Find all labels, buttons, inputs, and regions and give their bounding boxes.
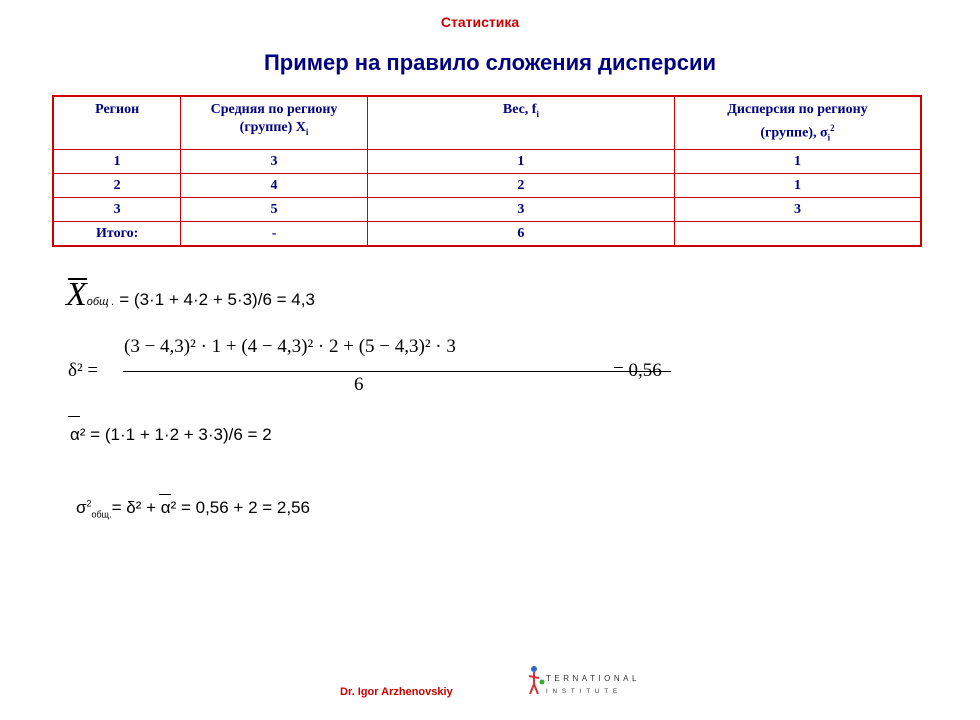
table-cell xyxy=(675,222,922,247)
header-variance: Дисперсия по региону (группе), $\sigma_i^2$ xyxy=(675,96,922,150)
delta-lhs: δ² = xyxy=(68,360,99,381)
logo-text-line2: INSTITUTE xyxy=(546,689,622,695)
delta-numerator: (3 − 4,3)² · 1 + (4 − 4,3)² · 2 + (5 − 4,3)² · 3 xyxy=(124,336,456,357)
alpha-bar-symbol: α xyxy=(160,498,171,517)
fraction-bar xyxy=(123,371,671,372)
table-cell: 5 xyxy=(181,198,368,222)
delta-denominator: 6 xyxy=(354,374,364,395)
slide-title: Пример на правило сложения дисперсии xyxy=(263,50,717,75)
table-cell: 3 xyxy=(181,150,368,174)
total-expression: ² = 0,56 + 2 = 2,56 xyxy=(170,498,310,517)
table-header-row xyxy=(53,96,921,150)
alpha-bar-symbol: α xyxy=(70,425,80,444)
table-cell: 3 xyxy=(367,198,674,222)
table-cell: 1 xyxy=(53,150,181,174)
table-cell: 1 xyxy=(675,150,922,174)
sigma-superscript: 2 xyxy=(86,498,92,509)
table-row xyxy=(53,198,921,222)
variance-table xyxy=(52,95,922,247)
table-cell: 1 xyxy=(367,150,674,174)
table-cell: - xyxy=(181,222,368,247)
formula-mean-within-variance xyxy=(70,425,272,445)
formula-overall-mean xyxy=(66,276,315,313)
table-cell: 2 xyxy=(53,174,181,198)
sigma-symbol: σ xyxy=(76,498,87,517)
x-bar-subscript: общ . xyxy=(86,296,115,308)
table-cell: 2 xyxy=(367,174,674,198)
table-cell: Итого: xyxy=(53,222,181,247)
table-row-total xyxy=(53,222,921,247)
logo-text-line1: TERNATIONAL xyxy=(546,674,640,683)
table-row xyxy=(53,174,921,198)
logo-figure-body-icon xyxy=(529,672,539,694)
sigma-subscript: общ. xyxy=(91,509,112,520)
table-cell: 1 xyxy=(675,174,922,198)
table-cell: 3 xyxy=(675,198,922,222)
logo-figure-head-icon xyxy=(531,666,537,672)
table-cell: 6 xyxy=(367,222,674,247)
table-cell: 3 xyxy=(53,198,181,222)
header-mean: Средняя по региону (группе) $X_i$ xyxy=(181,96,368,150)
header-weight: Вес, $f_i$ xyxy=(367,96,674,150)
mean-expression: = (3·1 + 4·2 + 5·3)/6 = 4,3 xyxy=(114,290,315,309)
table-row xyxy=(53,150,921,174)
table-cell: 4 xyxy=(181,174,368,198)
formula-total-variance xyxy=(76,498,310,519)
author-footer: Dr. Igor Arzhenovskiy xyxy=(340,686,453,698)
topic-label: Статистика xyxy=(440,14,520,30)
x-bar-symbol: X xyxy=(66,276,87,313)
alpha-expression: ² = (1·1 + 1·2 + 3·3)/6 = 2 xyxy=(79,425,272,444)
total-middle: = δ² + xyxy=(111,498,161,517)
header-region: Регион xyxy=(53,96,181,150)
institute-logo xyxy=(528,664,640,700)
delta-result: = 0,56 xyxy=(613,360,662,381)
logo-figure-small-icon xyxy=(540,680,545,685)
